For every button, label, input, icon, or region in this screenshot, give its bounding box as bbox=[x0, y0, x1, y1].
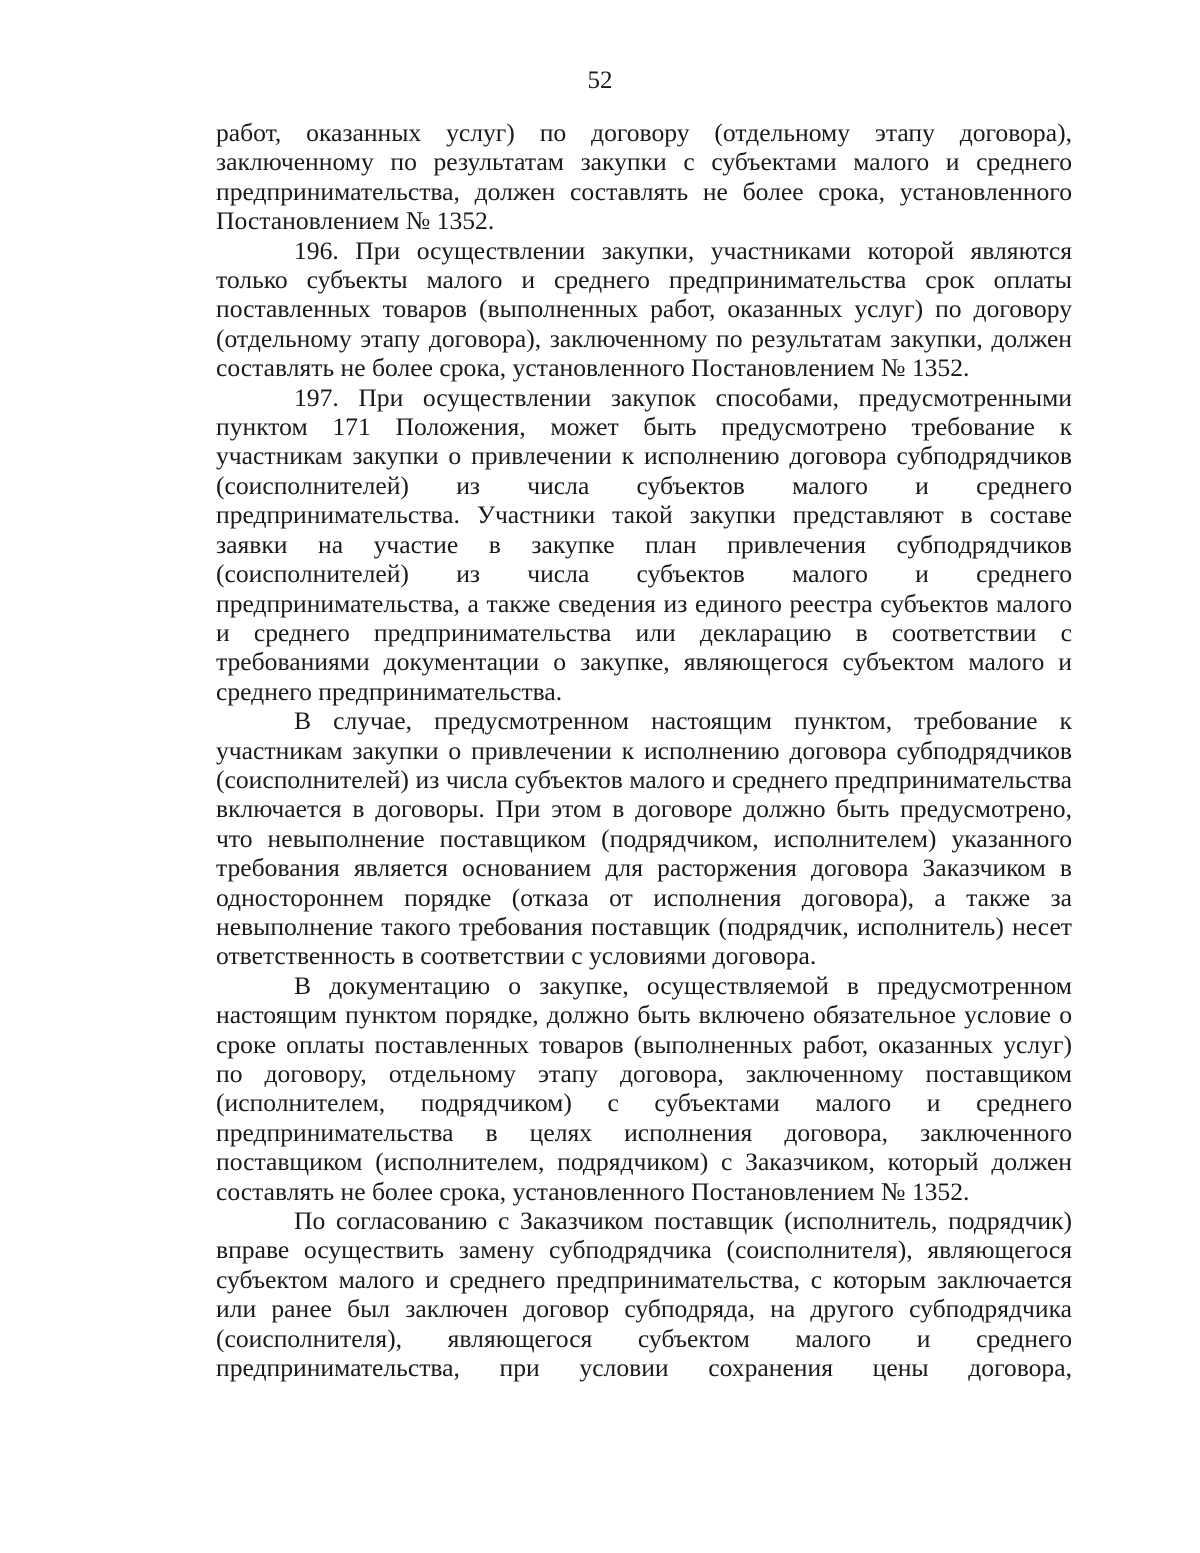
paragraph-subcontractor-replacement: По согласованию с Заказчиком поставщик (исполнитель, подрядчик) вправе осуществить замену субподрядчика (соисполнителя), являющегося субъектом малого и среднего предпринимательства, с которым заключается или ранее был заключен договор субподряда, на другого субподрядчика (соисполнителя), являющегося субъектом малого и среднего предпринимательства, при условии сохранения цены договора, bbox=[216, 1206, 1072, 1383]
document-body bbox=[216, 118, 1072, 1382]
paragraph-requirement-case: В случае, предусмотренном настоящим пунктом, требование к участникам закупки о привлечении к исполнению договора субподрядчиков (соисполнителей) из числа субъектов малого и среднего предпринимательства включается в договоры. При этом в договоре должно быть предусмотрено, что невыполнение поставщиком (подрядчиком, исполнителем) указанного требования является основанием для расторжения договора Заказчиком в одностороннем порядке (отказа от исполнения договора), а также за невыполнение такого требования поставщик (подрядчик, исполнитель) несет ответственность в соответствии с условиями договора. bbox=[216, 706, 1072, 971]
paragraph-item-197: 197. При осуществлении закупок способами, предусмотренными пунктом 171 Положения, может быть предусмотрено требование к участникам закупки о привлечении к исполнению договора субподрядчиков (соисполнителей) из числа субъектов малого и среднего предпринимательства. Участники такой закупки представляют в составе заявки на участие в закупке план привлечения субподрядчиков (соисполнителей) из числа субъектов малого и среднего предпринимательства, а также сведения из единого реестра субъектов малого и среднего предпринимательства или декларацию в соответствии с требованиями документации о закупке, являющегося субъектом малого и среднего предпринимательства. bbox=[216, 382, 1072, 706]
paragraph-payment-term: В документацию о закупке, осуществляемой в предусмотренном настоящим пунктом порядке, должно быть включено обязательное условие о сроке оплаты поставленных товаров (выполненных работ, оказанных услуг) по договору, отдельному этапу договора, заключенному поставщиком (исполнителем, подрядчиком) с субъектами малого и среднего предпринимательства в целях исполнения договора, заключенного поставщиком (исполнителем, подрядчиком) с Заказчиком, который должен составлять не более срока, установленного Постановлением № 1352. bbox=[216, 970, 1072, 1206]
paragraph-item-196: 196. При осуществлении закупки, участниками которой являются только субъекты малого и среднего предпринимательства срок оплаты поставленных товаров (выполненных работ, оказанных услуг) по договору (отдельному этапу договора), заключенному по результатам закупки, должен составлять не более срока, установленного Постановлением № 1352. bbox=[216, 235, 1072, 383]
page-number: 52 bbox=[587, 67, 613, 94]
paragraph-continuation: работ, оказанных услуг) по договору (отдельному этапу договора), заключенному по результатам закупки с субъектами малого и среднего предпринимательства, должен составлять не более срока, установленного Постановлением № 1352. bbox=[216, 118, 1072, 236]
